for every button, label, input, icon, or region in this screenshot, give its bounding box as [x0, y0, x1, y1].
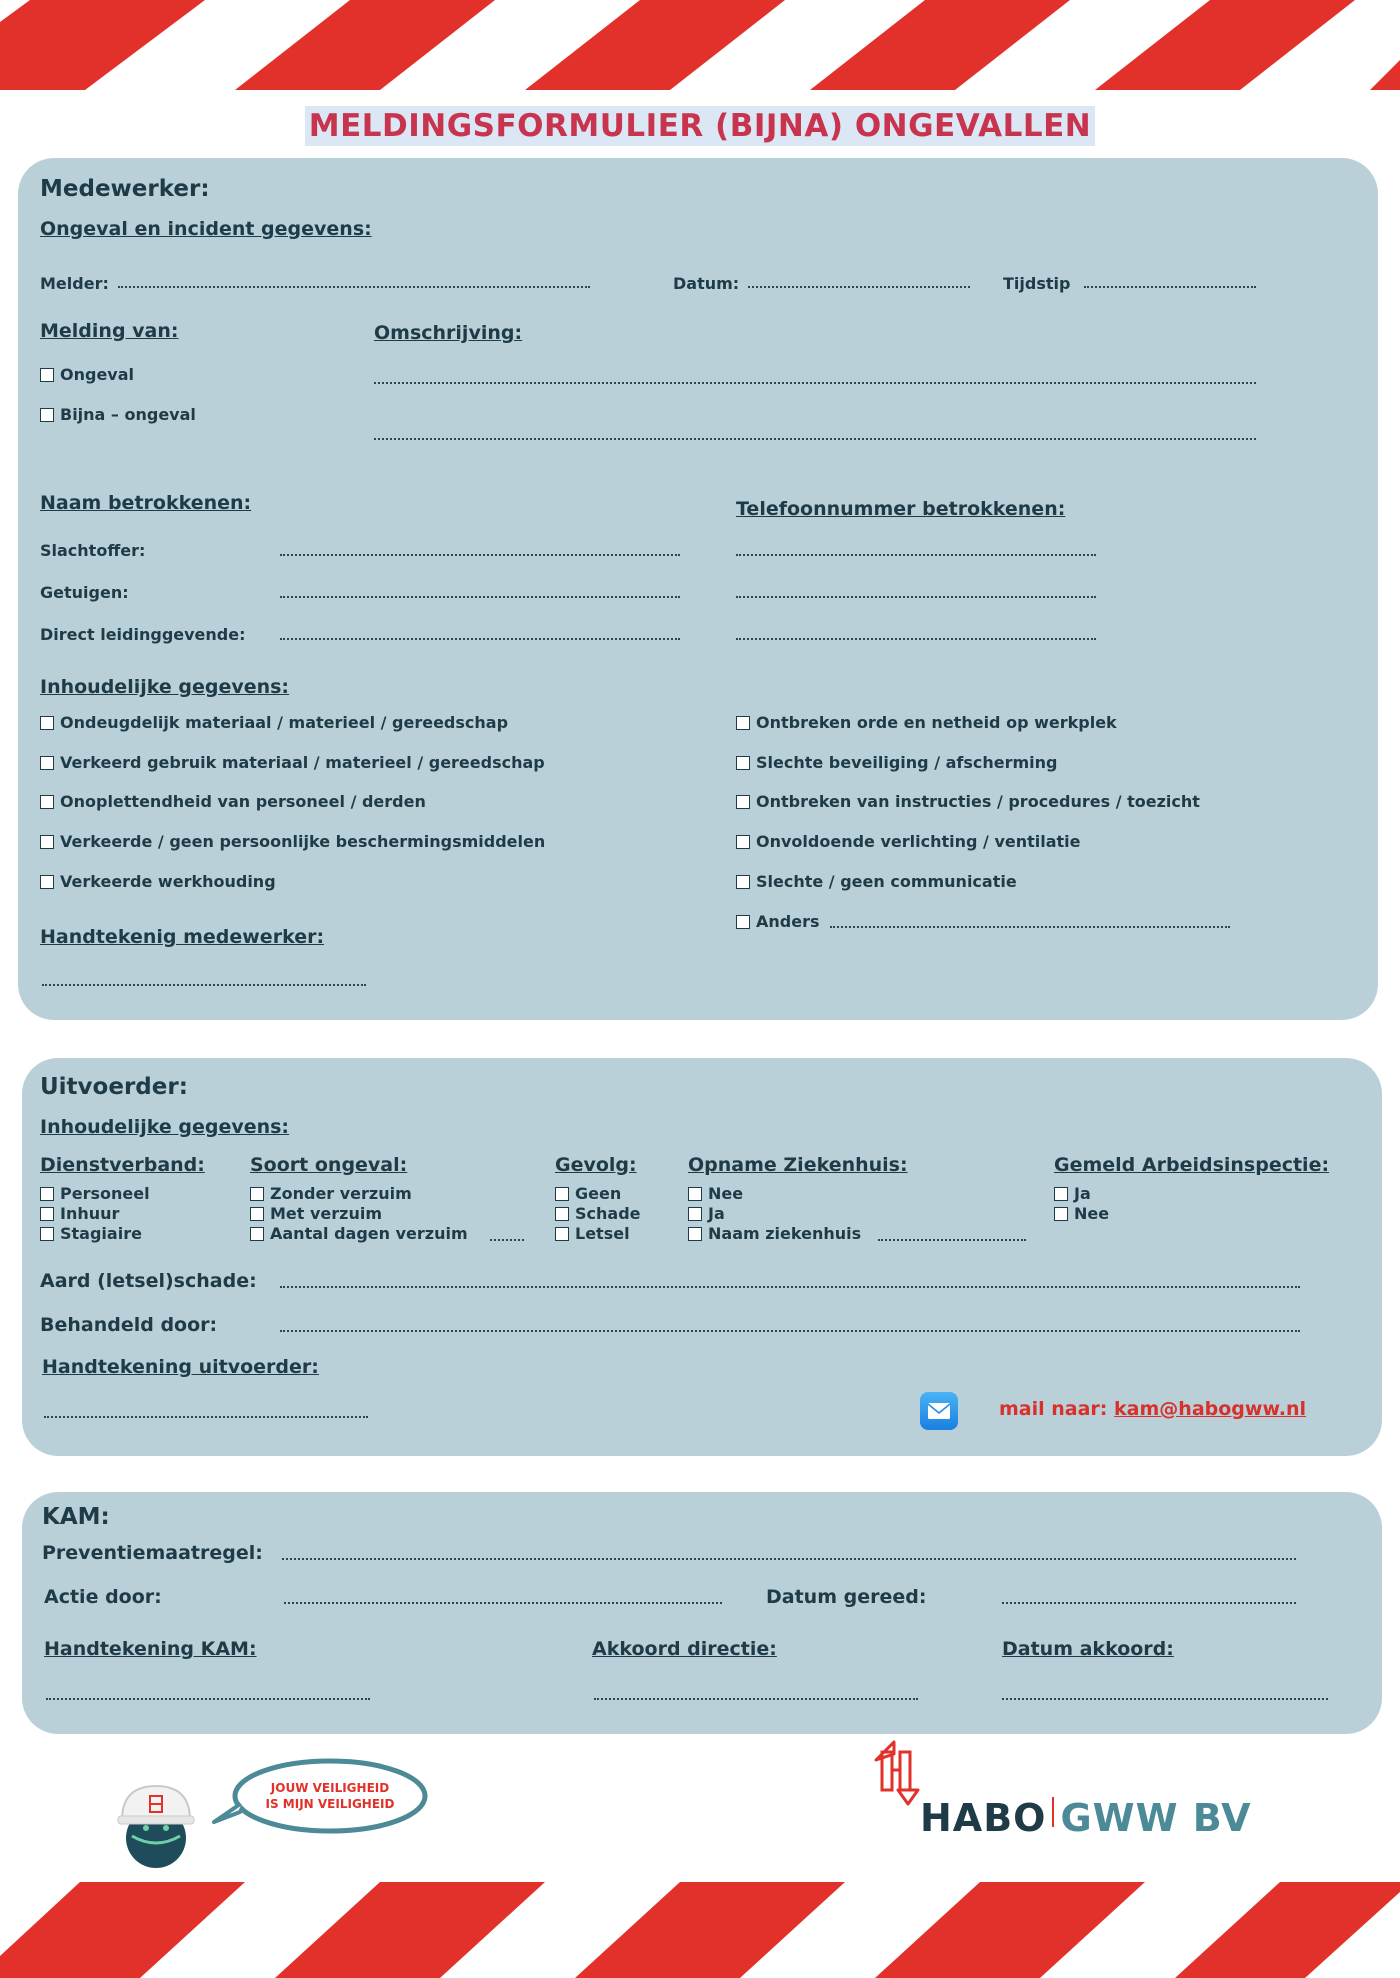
- bubble-line-2: IS MIJN VEILIGHEID: [265, 1797, 395, 1811]
- leidinggevende-label: Direct leidinggevende:: [40, 625, 246, 644]
- aard-label: Aard (letsel)schade:: [40, 1270, 257, 1292]
- checkbox[interactable]: [40, 716, 54, 730]
- opname-option[interactable]: Nee: [688, 1184, 743, 1204]
- company-logo: [920, 1796, 1252, 1840]
- getuigen-name-field[interactable]: [280, 596, 680, 598]
- aard-field[interactable]: [280, 1286, 1300, 1288]
- inhoud-option[interactable]: Verkeerd gebruik materiaal / materieel / gereedschap: [40, 753, 545, 772]
- logo-gww: GWW BV: [1060, 1796, 1252, 1840]
- dienstverband-option[interactable]: Personeel: [40, 1184, 150, 1204]
- checkbox[interactable]: [555, 1187, 569, 1201]
- speech-bubble: [206, 1754, 432, 1840]
- slachtoffer-label: Slachtoffer:: [40, 541, 146, 560]
- checkbox[interactable]: [1054, 1187, 1068, 1201]
- checkbox[interactable]: [1054, 1207, 1068, 1221]
- tijdstip-label: Tijdstip: [1003, 274, 1071, 293]
- checkbox[interactable]: [736, 915, 750, 929]
- helmet-mascot-icon: [116, 1776, 198, 1872]
- kam-heading: KAM:: [42, 1504, 110, 1530]
- opname-heading: Opname Ziekenhuis:: [688, 1154, 908, 1176]
- inhoud-option[interactable]: Ontbreken van instructies / procedures / toezicht: [736, 792, 1200, 811]
- checkbox[interactable]: [688, 1207, 702, 1221]
- leidinggevende-name-field[interactable]: [280, 638, 680, 640]
- behandeld-field[interactable]: [280, 1330, 1300, 1332]
- handtekening-kam-field[interactable]: [46, 1698, 370, 1700]
- uitvoerder-panel: [22, 1058, 1382, 1456]
- checkbox[interactable]: [250, 1187, 264, 1201]
- slachtoffer-phone-field[interactable]: [736, 554, 1096, 556]
- checkbox[interactable]: [555, 1207, 569, 1221]
- checkbox[interactable]: [40, 875, 54, 889]
- checkbox[interactable]: [736, 875, 750, 889]
- behandeld-label: Behandeld door:: [40, 1314, 218, 1336]
- inhoud-option[interactable]: Slechte / geen communicatie: [736, 872, 1017, 891]
- inhoud-option[interactable]: Ondeugdelijk materiaal / materieel / gereedschap: [40, 713, 508, 732]
- omschrijving-heading: Omschrijving:: [374, 322, 523, 344]
- akkoord-directie-field[interactable]: [594, 1698, 918, 1700]
- dienstverband-heading: Dienstverband:: [40, 1154, 205, 1176]
- inhoud-option[interactable]: Ontbreken orde en netheid op werkplek: [736, 713, 1117, 732]
- leidinggevende-phone-field[interactable]: [736, 638, 1096, 640]
- soort-option[interactable]: Aantal dagen verzuim: [250, 1224, 468, 1244]
- bottom-stripes-graphic: [0, 1882, 1400, 1978]
- handtekening-medewerker-field[interactable]: [42, 984, 366, 986]
- handtekening-uitvoerder-field[interactable]: [44, 1416, 368, 1418]
- dienstverband-option[interactable]: Inhuur: [40, 1204, 119, 1224]
- akkoord-directie-heading: Akkoord directie:: [592, 1638, 777, 1660]
- gevolg-option[interactable]: Schade: [555, 1204, 641, 1224]
- slachtoffer-name-field[interactable]: [280, 554, 680, 556]
- anders-field[interactable]: [830, 926, 1230, 928]
- uitvoerder-heading: Uitvoerder:: [40, 1074, 188, 1100]
- checkbox[interactable]: [40, 1207, 54, 1221]
- inhoud-option[interactable]: Slechte beveiliging / afscherming: [736, 753, 1058, 772]
- checkbox[interactable]: [40, 835, 54, 849]
- logo-divider: [1052, 1797, 1054, 1827]
- checkbox[interactable]: [736, 756, 750, 770]
- telefoon-heading: Telefoonnummer betrokkenen:: [736, 498, 1066, 520]
- inhoud-option[interactable]: Verkeerde / geen persoonlijke beschermingsmiddelen: [40, 832, 545, 851]
- form-title-text: MELDINGSFORMULIER (BIJNA) ONGEVALLEN: [305, 106, 1096, 146]
- inhoud-option[interactable]: Onoplettendheid van personeel / derden: [40, 792, 426, 811]
- opname-option[interactable]: Ja: [688, 1204, 725, 1224]
- omschrijving-line-2[interactable]: [374, 438, 1256, 440]
- datum-gereed-field[interactable]: [1002, 1602, 1296, 1604]
- helmet-mascot-graphic: [116, 1776, 198, 1872]
- dienstverband-option[interactable]: Stagiaire: [40, 1224, 142, 1244]
- mail-line: [999, 1398, 1306, 1420]
- melder-label: Melder:: [40, 274, 109, 293]
- soort-ongeval-heading: Soort ongeval:: [250, 1154, 408, 1176]
- top-hazard-stripes: [0, 0, 1400, 90]
- checkbox[interactable]: [40, 756, 54, 770]
- habo-logo-graphic: [868, 1738, 928, 1808]
- naam-ziekenhuis-field[interactable]: [878, 1239, 1026, 1241]
- mail-prefix: mail naar:: [999, 1398, 1108, 1420]
- gevolg-option[interactable]: Geen: [555, 1184, 621, 1204]
- checkbox[interactable]: [40, 1227, 54, 1241]
- gevolg-option[interactable]: Letsel: [555, 1224, 630, 1244]
- checkbox[interactable]: [40, 1187, 54, 1201]
- handtekening-kam-heading: Handtekening KAM:: [44, 1638, 257, 1660]
- actie-door-field[interactable]: [284, 1602, 722, 1604]
- inhoud-heading: Inhoudelijke gegevens:: [40, 676, 290, 698]
- bottom-hazard-stripes: [0, 1882, 1400, 1978]
- handtekening-uitvoerder-heading: Handtekening uitvoerder:: [42, 1356, 319, 1378]
- getuigen-phone-field[interactable]: [736, 596, 1096, 598]
- preventie-field[interactable]: [282, 1558, 1296, 1560]
- bubble-line-1: JOUW VEILIGHEID: [270, 1781, 390, 1795]
- melder-field[interactable]: [118, 286, 590, 288]
- melding-van-heading: Melding van:: [40, 320, 179, 342]
- melding-option-ongeval[interactable]: Ongeval: [40, 365, 134, 384]
- gemeld-option[interactable]: Nee: [1054, 1204, 1109, 1224]
- gemeld-option[interactable]: Ja: [1054, 1184, 1091, 1204]
- naam-betrokkenen-heading: Naam betrokkenen:: [40, 492, 252, 514]
- soort-option[interactable]: Met verzuim: [250, 1204, 382, 1224]
- tijdstip-field[interactable]: [1084, 286, 1256, 288]
- datum-akkoord-field[interactable]: [1002, 1698, 1328, 1700]
- mail-icon[interactable]: [920, 1392, 958, 1430]
- mail-link[interactable]: kam@habogww.nl: [1114, 1398, 1307, 1420]
- checkbox[interactable]: [736, 835, 750, 849]
- top-stripes-graphic: [0, 0, 1400, 90]
- gemeld-heading: Gemeld Arbeidsinspectie:: [1054, 1154, 1330, 1176]
- handtekening-medewerker-heading: Handtekenig medewerker:: [40, 926, 325, 948]
- melding-option-bijna-ongeval[interactable]: Bijna – ongeval: [40, 405, 196, 424]
- bubble-text: [240, 1780, 420, 1812]
- envelope-icon: [920, 1392, 958, 1430]
- inhoud-option[interactable]: Onvoldoende verlichting / ventilatie: [736, 832, 1081, 851]
- logo-habo: HABO: [920, 1796, 1047, 1840]
- soort-option[interactable]: Zonder verzuim: [250, 1184, 412, 1204]
- inhoud-option-anders[interactable]: Anders: [736, 912, 820, 931]
- actie-door-label: Actie door:: [44, 1586, 162, 1608]
- preventie-label: Preventiemaatregel:: [42, 1542, 263, 1564]
- checkbox[interactable]: [250, 1207, 264, 1221]
- checkbox[interactable]: [736, 795, 750, 809]
- checkbox[interactable]: [555, 1227, 569, 1241]
- datum-gereed-label: Datum gereed:: [766, 1586, 927, 1608]
- incident-heading: Ongeval en incident gegevens:: [40, 218, 372, 240]
- checkbox[interactable]: [250, 1227, 264, 1241]
- checkbox[interactable]: [688, 1227, 702, 1241]
- form-title: [0, 108, 1400, 144]
- checkbox[interactable]: [736, 716, 750, 730]
- opname-option[interactable]: Naam ziekenhuis: [688, 1224, 861, 1244]
- checkbox[interactable]: [40, 408, 54, 422]
- omschrijving-line-1[interactable]: [374, 382, 1256, 384]
- medewerker-panel: [18, 158, 1378, 1020]
- checkbox[interactable]: [40, 795, 54, 809]
- checkbox[interactable]: [40, 368, 54, 382]
- getuigen-label: Getuigen:: [40, 583, 129, 602]
- kam-panel: [22, 1492, 1382, 1734]
- medewerker-heading: Medewerker:: [40, 176, 210, 202]
- datum-akkoord-heading: Datum akkoord:: [1002, 1638, 1174, 1660]
- gevolg-heading: Gevolg:: [555, 1154, 637, 1176]
- checkbox[interactable]: [688, 1187, 702, 1201]
- aantal-dagen-field[interactable]: [490, 1239, 524, 1241]
- uitvoerder-inhoud-heading: Inhoudelijke gegevens:: [40, 1116, 290, 1138]
- datum-label: Datum:: [673, 274, 740, 293]
- inhoud-option[interactable]: Verkeerde werkhouding: [40, 872, 276, 891]
- datum-field[interactable]: [748, 286, 970, 288]
- habo-logo-icon: [868, 1738, 928, 1808]
